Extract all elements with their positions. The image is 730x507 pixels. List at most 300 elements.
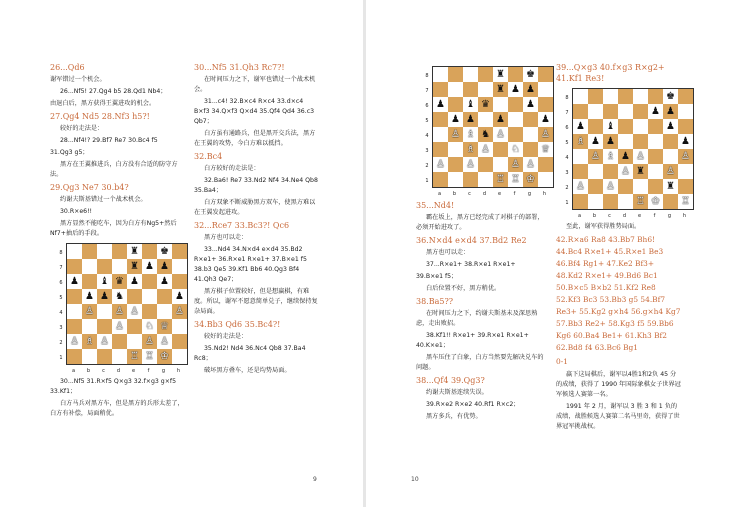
- move-heading: 29.Qg3 Ne7 30.b4?: [50, 183, 129, 192]
- rank-label: 4: [565, 155, 569, 161]
- board-square: [463, 67, 478, 82]
- file-label: a: [71, 368, 76, 374]
- board-square: [448, 97, 463, 112]
- file-label: h: [542, 191, 547, 197]
- board-square: [142, 289, 157, 304]
- board-square: [172, 274, 187, 289]
- board-square: [67, 349, 82, 364]
- black-bishop-icon: ♝: [466, 99, 475, 110]
- board-square: [127, 319, 142, 334]
- board-square: [648, 179, 663, 194]
- board-square: [463, 172, 478, 187]
- file-label: a: [577, 213, 582, 219]
- board-square: [97, 349, 112, 364]
- white-queen-icon: ♕: [160, 321, 169, 332]
- black-pawn-icon: ♟: [130, 276, 139, 287]
- board-square: [678, 164, 693, 179]
- board-square: [67, 319, 82, 334]
- rank-label: 2: [59, 340, 63, 346]
- board-square: [433, 82, 448, 97]
- file-label: d: [116, 368, 121, 374]
- annotation-text: 霸在坂上，黑方已经完成了对棋子的部署，必须开始进攻了。: [416, 214, 544, 231]
- board-square: [82, 349, 97, 364]
- board-square: [448, 157, 463, 172]
- board-square: [648, 149, 663, 164]
- board-square: [97, 319, 112, 334]
- board-square: [633, 179, 648, 194]
- annotation-text: 39.B×e1 f5；: [416, 273, 458, 280]
- file-labels: [66, 365, 188, 373]
- annotation-text: 至此，谢军获得胜势局面。: [566, 223, 641, 230]
- board-square: [538, 97, 553, 112]
- white-rook-icon: ♖: [681, 196, 690, 207]
- annotation-text: 破坏黑方叠车，还是均势局面。: [204, 367, 291, 374]
- annotation-text: 在时间压力之下，谢军也错过一个战术机会。: [194, 76, 316, 93]
- black-pawn-icon: ♟: [175, 291, 184, 302]
- black-pawn-icon: ♟: [496, 114, 505, 125]
- white-pawn-icon: ♙: [145, 336, 154, 347]
- annotation-text: 30.R×e6!!: [60, 208, 93, 215]
- board-square: [678, 179, 693, 194]
- board-square: [97, 244, 112, 259]
- chess-diagram: [564, 88, 694, 218]
- rank-label: 7: [425, 88, 429, 94]
- white-pawn-icon: ♙: [85, 306, 94, 317]
- file-label: g: [667, 213, 672, 219]
- board-square: [573, 149, 588, 164]
- board-square: [157, 304, 172, 319]
- black-knight-icon: ♞: [481, 129, 490, 140]
- black-pawn-icon: ♟: [145, 261, 154, 272]
- white-bishop-icon: ♗: [85, 336, 94, 347]
- board-square: [588, 179, 603, 194]
- annotation-text: 26...Nf5! 27.Qg4 b5 28.Qd1 Nb4；: [60, 88, 167, 95]
- rank-label: 8: [565, 95, 569, 101]
- white-pawn-icon: ♙: [160, 336, 169, 347]
- black-pawn-icon: ♟: [666, 106, 675, 117]
- white-king-icon: ♔: [160, 351, 169, 362]
- annotation-text: 39.R×e2 R×e2 40.Rf1 R×c2；: [426, 401, 520, 408]
- file-label: d: [482, 191, 487, 197]
- white-pawn-icon: ♙: [130, 306, 139, 317]
- board-square: [157, 289, 172, 304]
- move-heading: 38.Ba5??: [416, 297, 454, 306]
- file-label: h: [682, 213, 687, 219]
- board-square: [493, 142, 508, 157]
- annotation-text: 30...Nf5 31.R×f5 Q×g3 32.f×g3 g×f5 33.Kf1；: [50, 378, 177, 395]
- rank-label: 3: [425, 148, 429, 154]
- board-square: [588, 164, 603, 179]
- board-square: [648, 119, 663, 134]
- board-square: [172, 334, 187, 349]
- board-square: [478, 172, 493, 187]
- board-square: [618, 179, 633, 194]
- white-pawn-icon: ♙: [481, 144, 490, 155]
- rank-label: 2: [425, 163, 429, 169]
- black-rook-icon: ♜: [496, 69, 505, 80]
- annotation-text: 在时间压力之下，约谢夫斯基未及深思熟虑，走出败招。: [416, 310, 538, 327]
- black-pawn-icon: ♟: [451, 114, 460, 125]
- annotation-text: 白方较好的走法是：: [204, 165, 260, 172]
- white-pawn-icon: ♙: [666, 166, 675, 177]
- white-pawn-icon: ♙: [636, 151, 645, 162]
- annotation-text: 32.Ba6! Re7 33.Nd2 Nf4 34.Ne4 Qb8 35.Ba4；: [194, 177, 318, 194]
- file-label: f: [513, 191, 516, 197]
- board-square: [573, 104, 588, 119]
- rank-label: 5: [59, 295, 63, 301]
- black-rook-icon: ♜: [636, 166, 645, 177]
- white-bishop-icon: ♗: [466, 129, 475, 140]
- board-square: [67, 304, 82, 319]
- board-square: [663, 194, 678, 209]
- move-heading: 36.N×d4 e×d4 37.Bd2 Re2: [416, 236, 527, 245]
- board-square: [648, 164, 663, 179]
- right-column-2: [556, 62, 690, 434]
- annotation-text: 较好的走法是：: [60, 125, 104, 132]
- board-square: [82, 319, 97, 334]
- rank-label: 1: [59, 355, 63, 361]
- white-king-icon: ♔: [651, 196, 660, 207]
- file-labels: [572, 210, 694, 218]
- annotation-text: 白方马兵对黑方车，但是黑方的兵形太差了，白方有补偿，局面稍优。: [50, 400, 184, 417]
- board-square: [448, 172, 463, 187]
- board-square: [493, 157, 508, 172]
- white-pawn-icon: ♙: [591, 151, 600, 162]
- black-pawn-icon: ♟: [651, 106, 660, 117]
- board-square: [127, 334, 142, 349]
- rank-label: 1: [425, 178, 429, 184]
- rank-label: 7: [59, 265, 63, 271]
- board-square: [678, 104, 693, 119]
- board-square: [97, 304, 112, 319]
- board-square: [633, 89, 648, 104]
- black-rook-icon: ♜: [130, 246, 139, 257]
- annotation-text: 黑车压住了白象，白方当然要先解决兑车的问题。: [416, 354, 544, 371]
- board-square: [588, 194, 603, 209]
- board-square: [172, 244, 187, 259]
- white-king-icon: ♔: [526, 174, 535, 185]
- board-square: [172, 349, 187, 364]
- board-square: [633, 104, 648, 119]
- board-square: [633, 119, 648, 134]
- board-square: [82, 244, 97, 259]
- annotation-text: 白后位置不好，黑方稍优。: [426, 285, 501, 292]
- board-square: [538, 157, 553, 172]
- game-moves: 0-1: [556, 357, 568, 366]
- move-heading: 26...Qd6: [50, 63, 85, 72]
- left-column-1: [50, 62, 186, 421]
- black-pawn-icon: ♟: [160, 276, 169, 287]
- white-pawn-icon: ♙: [115, 306, 124, 317]
- black-pawn-icon: ♟: [85, 291, 94, 302]
- black-bishop-icon: ♝: [100, 276, 109, 287]
- board-square: [82, 274, 97, 289]
- file-label: c: [102, 368, 105, 374]
- file-label: e: [131, 368, 136, 374]
- black-pawn-icon: ♟: [526, 99, 535, 110]
- board-square: [523, 142, 538, 157]
- annotation-text: 由退白后，黑方获得王翼进攻的机会。: [50, 100, 156, 107]
- board-square: [172, 319, 187, 334]
- annotation-text: 约谢夫斯基错过一个战术机会。: [60, 196, 147, 203]
- white-rook-icon: ♖: [130, 351, 139, 362]
- board-square: [142, 304, 157, 319]
- file-label: e: [637, 213, 642, 219]
- board-square: [648, 134, 663, 149]
- white-queen-icon: ♕: [541, 144, 550, 155]
- board-square: [433, 127, 448, 142]
- board-square: [573, 89, 588, 104]
- file-label: a: [437, 191, 442, 197]
- black-knight-icon: ♞: [115, 291, 124, 302]
- board-square: [603, 194, 618, 209]
- board-square: [603, 104, 618, 119]
- annotation-text: 35.Nd2! Nd4 36.Nc4 Qb8 37.Ba4 Rc8；: [194, 345, 306, 362]
- annotation-text: 31.Qg3 g5；: [50, 149, 89, 156]
- white-pawn-icon: ♙: [175, 306, 184, 317]
- file-label: h: [176, 368, 181, 374]
- white-rook-icon: ♖: [145, 351, 154, 362]
- white-knight-icon: ♘: [145, 321, 154, 332]
- board-square: [112, 334, 127, 349]
- board-square: [508, 127, 523, 142]
- annotation-text: 33...Nd4 34.N×d4 e×d4 35.Bd2 R×e1+ 36.R×e1 R×e1+ 37.B×e1 f5 38.b3 Qe5 39.Kf1 Bb6 40.Qg3 Bf4 41.Qh3 Qe7；: [194, 246, 307, 283]
- annotation-text: 谢军错过一个机会。: [50, 76, 106, 83]
- board-square: [573, 194, 588, 209]
- board-square: [172, 259, 187, 274]
- black-pawn-icon: ♟: [541, 114, 550, 125]
- left-column-2: [194, 62, 318, 378]
- black-queen-icon: ♛: [115, 276, 124, 287]
- move-heading: 32...Rce7 33.Bc3?! Qc6: [194, 221, 290, 230]
- move-heading: 35...Nd4!: [416, 201, 455, 210]
- annotation-text: 黑方在王翼推进兵，白方没有合适的防守方法。: [50, 161, 178, 178]
- white-pawn-icon: ♙: [451, 129, 460, 140]
- white-rook-icon: ♖: [496, 174, 505, 185]
- file-label: c: [608, 213, 611, 219]
- rank-label: 4: [425, 133, 429, 139]
- file-label: c: [468, 191, 471, 197]
- annotation-text: 黑方多兵，有优势。: [426, 413, 482, 420]
- board-square: [433, 172, 448, 187]
- board-square: [67, 289, 82, 304]
- board-square: [508, 67, 523, 82]
- board-square: [523, 127, 538, 142]
- rank-label: 6: [59, 280, 63, 286]
- board-square: [618, 104, 633, 119]
- chess-board: [66, 243, 188, 365]
- rank-label: 3: [59, 325, 63, 331]
- black-bishop-icon: ♝: [606, 121, 615, 132]
- annotation-text: 37...R×e1+ 38.R×e1 R×e1+: [426, 261, 516, 268]
- board-square: [618, 194, 633, 209]
- board-square: [523, 112, 538, 127]
- white-pawn-icon: ♙: [496, 129, 505, 140]
- white-rook-icon: ♖: [636, 196, 645, 207]
- black-queen-icon: ♛: [481, 99, 490, 110]
- board-square: [618, 89, 633, 104]
- white-pawn-icon: ♙: [681, 151, 690, 162]
- black-king-icon: ♚: [160, 246, 169, 257]
- board-square: [448, 142, 463, 157]
- rank-label: 2: [565, 185, 569, 191]
- board-square: [478, 157, 493, 172]
- move-heading: 38...Qf4 39.Qg3?: [416, 376, 485, 385]
- rank-label: 8: [59, 250, 63, 256]
- chess-board: [572, 88, 694, 210]
- black-rook-icon: ♜: [666, 181, 675, 192]
- rank-label: 7: [565, 110, 569, 116]
- file-label: b: [86, 368, 91, 374]
- board-square: [588, 119, 603, 134]
- board-square: [538, 82, 553, 97]
- board-square: [573, 164, 588, 179]
- black-pawn-icon: ♟: [70, 276, 79, 287]
- annotation-text: 1991 年 2 月，谢军以 3 胜 3 和 1 负的成绩，战胜候选人赛第二名马里奇，获得了世界冠军挑战权。: [556, 403, 680, 430]
- board-square: [433, 67, 448, 82]
- board-square: [67, 244, 82, 259]
- file-label: e: [497, 191, 502, 197]
- board-square: [538, 67, 553, 82]
- chess-diagram: [424, 66, 554, 196]
- file-label: d: [622, 213, 627, 219]
- black-king-icon: ♚: [666, 91, 675, 102]
- annotation-text: 较好的走法是：: [204, 333, 248, 340]
- board-square: [648, 89, 663, 104]
- black-pawn-icon: ♟: [436, 99, 445, 110]
- move-heading: 30...Nf5 31.Qh3 Rc7?!: [194, 63, 285, 72]
- board-square: [142, 244, 157, 259]
- file-labels: [432, 188, 554, 196]
- board-square: [538, 172, 553, 187]
- game-moves: 42.R×a6 Ra8 43.Bb7 Bh6! 44.Bc4 R×e1+ 45.R×e1 Be3 46.Bf4 Rg1+ 47.Ke2 Bf3+ 48.Kd2 R×e1+ 49.Bd6 Bc1 50.B×c5 B×b2 51.Kf2 Re8 52.Kf3 Bc3 53.Bb3 g5 54.Bf7 Re3+ 55.Kg2 g×h4 56.g×h4 Kg7 57.Bb3 Re2+ 58.Kg3 f5 59.Bb6 Kg6 60.Ba4 Be1+ 61.Kh3 Bf2 62.Bd8 f4 63.Bc6 Bg1: [556, 235, 681, 352]
- annotation-text: 黑方显然不能吃车，因为白方有Ng5+然后Nf7+抽后的手段。: [50, 220, 177, 237]
- rank-label: 6: [565, 125, 569, 131]
- black-pawn-icon: ♟: [576, 121, 585, 132]
- board-square: [448, 82, 463, 97]
- black-pawn-icon: ♟: [681, 136, 690, 147]
- annotation-text: 黑方棋子位置较好，但是想赢棋，有难度。所以，谢军不愿意简单兑子，继续保持复杂局面。: [194, 288, 318, 315]
- black-pawn-icon: ♟: [526, 84, 535, 95]
- move-heading: 39...Q×g3 40.f×g3 R×g2+ 41.Kf1 Re3!: [556, 63, 665, 83]
- board-square: [663, 134, 678, 149]
- black-pawn-icon: ♟: [466, 114, 475, 125]
- white-pawn-icon: ♙: [70, 336, 79, 347]
- white-pawn-icon: ♙: [100, 336, 109, 347]
- left-page: [0, 0, 364, 507]
- white-pawn-icon: ♙: [436, 159, 445, 170]
- board-square: [112, 259, 127, 274]
- page-number-right: 10: [411, 476, 419, 483]
- rank-label: 5: [565, 140, 569, 146]
- move-heading: 34.Bb3 Qd6 35.Bc4?!: [194, 320, 281, 329]
- black-pawn-icon: ♟: [591, 136, 600, 147]
- black-pawn-icon: ♟: [160, 261, 169, 272]
- board-square: [97, 259, 112, 274]
- annotation-text: 白方双象不断威胁黑方双车，使黑方难以在王翼发起进攻。: [194, 199, 316, 216]
- board-square: [478, 67, 493, 82]
- board-square: [618, 134, 633, 149]
- annotation-text: 白方虽有通路兵，但是黑开交兵法，黑方在王翼的攻势，今白方难以抵挡。: [194, 130, 316, 147]
- board-square: [142, 274, 157, 289]
- white-bishop-icon: ♗: [576, 136, 585, 147]
- board-square: [112, 349, 127, 364]
- file-label: f: [653, 213, 656, 219]
- file-label: f: [147, 368, 150, 374]
- annotation-text: 31...c4! 32.B×c4 R×c4 33.d×c4 B×f3 34.Q×f3 Q×d4 35.Qf4 Qd4 36.c3 Qb7；: [194, 98, 315, 125]
- board-square: [588, 89, 603, 104]
- white-knight-icon: ♘: [511, 144, 520, 155]
- file-label: g: [527, 191, 532, 197]
- board-square: [508, 112, 523, 127]
- board-square: [678, 89, 693, 104]
- board-square: [478, 82, 493, 97]
- white-pawn-icon: ♙: [466, 159, 475, 170]
- chess-board: [432, 66, 554, 188]
- black-rook-icon: ♜: [496, 84, 505, 95]
- move-heading: 32.Bc4: [194, 152, 223, 161]
- board-square: [603, 89, 618, 104]
- board-square: [663, 149, 678, 164]
- board-square: [448, 67, 463, 82]
- move-heading: 27.Qg4 Nd5 28.Nf3 h5?!: [50, 112, 150, 121]
- black-pawn-icon: ♟: [606, 136, 615, 147]
- right-column-1: [416, 62, 550, 424]
- rank-label: 6: [425, 103, 429, 109]
- board-square: [463, 82, 478, 97]
- white-pawn-icon: ♙: [606, 181, 615, 192]
- white-pawn-icon: ♙: [576, 181, 585, 192]
- black-pawn-icon: ♟: [621, 151, 630, 162]
- file-label: b: [452, 191, 457, 197]
- black-pawn-icon: ♟: [100, 291, 109, 302]
- file-label: b: [592, 213, 597, 219]
- white-pawn-icon: ♙: [115, 321, 124, 332]
- page-number-left: 9: [313, 476, 317, 483]
- annotation-text: 赢下这局棋后，谢军以4胜1和2负 45 分的成绩，获得了 1990 年国际象棋女子世界冠军候选人赛第一名。: [556, 371, 681, 398]
- board-square: [478, 112, 493, 127]
- rank-label: 3: [565, 170, 569, 176]
- board-square: [618, 119, 633, 134]
- white-bishop-icon: ♗: [606, 151, 615, 162]
- white-rook-icon: ♖: [511, 174, 520, 185]
- annotation-text: 约谢夫斯基连续失误。: [426, 389, 488, 396]
- board-square: [433, 142, 448, 157]
- white-pawn-icon: ♙: [511, 159, 520, 170]
- board-square: [82, 259, 97, 274]
- rank-label: 4: [59, 310, 63, 316]
- annotation-text: 38.Kf1!! R×e1+ 39.R×e1 R×e1+ 40.K×e1；: [416, 332, 529, 349]
- annotation-text: 黑方也可以走：: [204, 234, 248, 241]
- board-square: [67, 259, 82, 274]
- white-pawn-icon: ♙: [526, 159, 535, 170]
- white-pawn-icon: ♙: [541, 129, 550, 140]
- rank-label: 8: [425, 73, 429, 79]
- board-square: [633, 134, 648, 149]
- board-square: [678, 119, 693, 134]
- black-rook-icon: ♜: [130, 261, 139, 272]
- white-pawn-icon: ♙: [621, 166, 630, 177]
- annotation-text: 黑方也可以走：: [426, 249, 470, 256]
- annotation-text: 28...Nf4!? 29.Bf7 Re7 30.Bc4 f5: [60, 137, 158, 144]
- black-king-icon: ♚: [526, 69, 535, 80]
- board-square: [508, 97, 523, 112]
- board-square: [127, 289, 142, 304]
- board-square: [493, 97, 508, 112]
- board-square: [588, 104, 603, 119]
- board-square: [433, 112, 448, 127]
- black-pawn-icon: ♟: [666, 121, 675, 132]
